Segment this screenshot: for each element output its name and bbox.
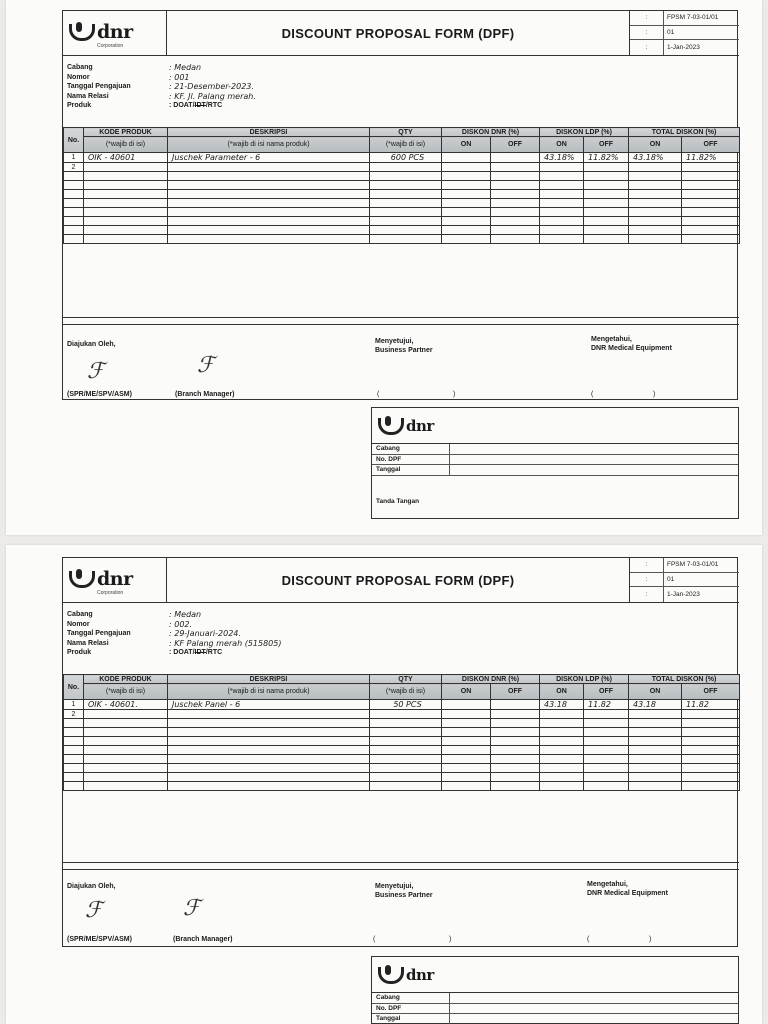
- col-total-on: ON: [629, 684, 682, 700]
- table-row: [64, 728, 740, 737]
- receipt-label: Tanda Tangan: [376, 497, 420, 505]
- meta-colon: :: [630, 40, 664, 55]
- meta-doc-code: FPSM 7-03-01/01: [667, 561, 719, 569]
- business-partner-label: Business Partner: [375, 347, 433, 354]
- receipt-label: Tanggal: [372, 465, 450, 475]
- table-header-row: [64, 675, 740, 684]
- cell-dnr-on: [442, 163, 491, 172]
- produk-prefix: : DOAT/: [169, 649, 195, 657]
- table-row: [64, 700, 740, 710]
- spr-label: (SPR/ME/SPV/ASM): [67, 936, 132, 943]
- form-title: DISCOUNT PROPOSAL FORM (DPF): [281, 572, 515, 588]
- table-row: [64, 235, 740, 244]
- col-deskripsi-sub: (*wajib di isi nama produk): [168, 137, 370, 153]
- table-header-row: [64, 128, 740, 137]
- cell-kode: OIK - 40601: [84, 153, 168, 163]
- meta-date: 1-Jan-2023: [667, 590, 700, 598]
- col-ldp-on: ON: [540, 684, 584, 700]
- cell-ldp-on: [540, 163, 584, 172]
- meta-revision: 01: [667, 575, 675, 583]
- dnr-logo: [69, 21, 133, 43]
- dnr-logo-icon: [378, 416, 400, 436]
- receipt-row-tanda-tangan: [372, 476, 738, 516]
- signature-area: [63, 878, 739, 946]
- col-deskripsi: DESKRIPSI: [168, 128, 370, 137]
- meta-revision: 01: [667, 28, 675, 36]
- value-produk: [169, 101, 256, 111]
- receipt-slip: [371, 407, 739, 519]
- receipt-label: Cabang: [372, 444, 450, 454]
- logo-text: dnr: [406, 417, 434, 435]
- col-diskon-dnr: DISKON DNR (%): [442, 675, 540, 684]
- table-subheader-row: [64, 137, 740, 153]
- dnr-logo-icon: [378, 965, 400, 985]
- label-cabang: Cabang: [67, 64, 93, 71]
- signature-branch: ℱ: [183, 896, 201, 921]
- col-total-diskon: TOTAL DISKON (%): [629, 128, 740, 137]
- cell-total-off: 11.82%: [682, 153, 740, 163]
- receipt-label: Cabang: [372, 993, 450, 1003]
- produk-suffix: /RTC: [205, 102, 223, 110]
- label-relasi: Nama Relasi: [67, 639, 109, 647]
- table-row: [64, 190, 740, 199]
- col-ldp-off: OFF: [584, 137, 629, 153]
- receipt-label: No. DPF: [372, 1004, 450, 1014]
- meta-colon: :: [630, 587, 664, 602]
- logo-subtitle: Corporation: [97, 590, 124, 596]
- receipt-row-cabang: [372, 993, 738, 1004]
- meta-row: [630, 558, 739, 573]
- produk-strike: IDT: [194, 102, 206, 110]
- logo-text: dnr: [97, 568, 133, 590]
- col-kode: KODE PRODUK: [84, 128, 168, 137]
- receipt-label: No. DPF: [372, 455, 450, 465]
- mengetahui-label: Mengetahui,: [591, 336, 632, 343]
- signature-area: [63, 333, 739, 401]
- cell-total-off: [682, 710, 740, 719]
- value-tanggal: : 29-Januari-2024.: [169, 629, 241, 639]
- col-no: No.: [64, 128, 84, 153]
- value-nomor: : 002.: [169, 619, 193, 629]
- cell-total-on: 43.18: [629, 700, 682, 710]
- receipt-row-tanggal: [372, 1014, 738, 1024]
- receipt-slip: [371, 956, 739, 1024]
- produk-strike: IDT: [194, 649, 206, 657]
- cell-deskripsi: [168, 163, 370, 172]
- dnr-logo: [378, 965, 434, 985]
- form-page-2: [6, 545, 762, 1024]
- cell-no: 2: [64, 710, 84, 719]
- table-row: [64, 172, 740, 181]
- discount-proposal-form: [62, 557, 738, 947]
- cell-dnr-on: [442, 153, 491, 163]
- branch-manager-label: (Branch Manager): [175, 391, 235, 398]
- cell-qty: [370, 710, 442, 719]
- meta-row: [630, 40, 739, 55]
- cell-deskripsi: Juschek Panel - 6: [168, 700, 370, 710]
- cell-total-on: 43.18%: [629, 153, 682, 163]
- col-total-off: OFF: [682, 137, 740, 153]
- table-row: [64, 764, 740, 773]
- info-labels: [67, 610, 131, 658]
- col-no: No.: [64, 675, 84, 700]
- meta-row: [630, 573, 739, 588]
- signature-strip: [63, 317, 739, 325]
- col-total-off: OFF: [682, 684, 740, 700]
- partner-paren-open: (: [377, 391, 380, 398]
- cell-deskripsi: [168, 710, 370, 719]
- logo-text: dnr: [97, 21, 133, 43]
- dnr-paren-open: (: [591, 391, 594, 398]
- info-values: [169, 610, 281, 658]
- cell-no: 1: [64, 153, 84, 163]
- dnr-medical-label: DNR Medical Equipment: [591, 345, 672, 352]
- col-kode-sub: (*wajib di isi): [84, 684, 168, 700]
- value-relasi: : KF. Jl. Palang merah.: [169, 91, 256, 101]
- branch-manager-label: (Branch Manager): [173, 936, 233, 943]
- label-nomor: Nomor: [67, 620, 90, 628]
- label-tanggal: Tanggal Pengajuan: [67, 630, 131, 638]
- partner-paren-close: ): [453, 391, 456, 398]
- cell-no: 1: [64, 700, 84, 710]
- table-row: [64, 746, 740, 755]
- logo-box: [63, 11, 167, 55]
- table-row: [64, 217, 740, 226]
- document-meta: [629, 558, 739, 602]
- produk-prefix: : DOAT/: [169, 102, 195, 110]
- cell-dnr-on: [442, 710, 491, 719]
- product-table: [63, 674, 740, 791]
- receipt-row-tanggal: [372, 465, 738, 476]
- cell-kode: [84, 710, 168, 719]
- receipt-row-no-dpf: [372, 455, 738, 466]
- value-cabang: : Medan: [169, 610, 202, 619]
- value-cabang: : Medan: [169, 63, 202, 72]
- cell-deskripsi: Juschek Parameter - 6: [168, 153, 370, 163]
- signature-spr: ℱ: [87, 359, 105, 384]
- col-kode: KODE PRODUK: [84, 675, 168, 684]
- table-row: [64, 181, 740, 190]
- cell-no: 2: [64, 163, 84, 172]
- cell-ldp-on: 43.18: [540, 700, 584, 710]
- mengetahui-label: Mengetahui,: [587, 881, 628, 888]
- meta-doc-code: FPSM 7-03-01/01: [667, 14, 719, 22]
- partner-paren-close: ): [449, 936, 452, 943]
- cell-ldp-off: [584, 710, 629, 719]
- dnr-logo: [69, 568, 133, 590]
- meta-colon: :: [630, 573, 664, 587]
- cell-ldp-on: [540, 710, 584, 719]
- col-dnr-off: OFF: [491, 684, 540, 700]
- col-ldp-on: ON: [540, 137, 584, 153]
- col-qty-sub: (*wajib di isi): [370, 684, 442, 700]
- meta-date: 1-Jan-2023: [667, 43, 700, 51]
- cell-ldp-off: 11.82%: [584, 153, 629, 163]
- info-labels: [67, 63, 131, 111]
- meta-row: [630, 587, 739, 602]
- col-total-on: ON: [629, 137, 682, 153]
- col-diskon-dnr: DISKON DNR (%): [442, 128, 540, 137]
- signature-strip: [63, 862, 739, 870]
- diajukan-label: Diajukan Oleh,: [67, 883, 116, 890]
- col-diskon-ldp: DISKON LDP (%): [540, 128, 629, 137]
- col-dnr-on: ON: [442, 137, 491, 153]
- table-subheader-row: [64, 684, 740, 700]
- info-values: [169, 63, 256, 111]
- value-tanggal: : 21-Desember-2023.: [169, 82, 254, 92]
- product-table: [63, 127, 740, 244]
- document-meta: [629, 11, 739, 55]
- col-deskripsi-sub: (*wajib di isi nama produk): [168, 684, 370, 700]
- logo-text: dnr: [406, 966, 434, 984]
- dnr-paren-close: ): [649, 936, 652, 943]
- col-qty: QTY: [370, 675, 442, 684]
- col-kode-sub: (*wajib di isi): [84, 137, 168, 153]
- cell-total-off: 11.82: [682, 700, 740, 710]
- table-row: [64, 755, 740, 764]
- business-partner-label: Business Partner: [375, 892, 433, 899]
- table-row: [64, 782, 740, 791]
- table-row: [64, 737, 740, 746]
- cell-ldp-on: 43.18%: [540, 153, 584, 163]
- receipt-row-no-dpf: [372, 1004, 738, 1015]
- col-qty: QTY: [370, 128, 442, 137]
- signature-spr: ℱ: [85, 898, 103, 923]
- receipt-logo-box: [372, 408, 738, 444]
- label-relasi: Nama Relasi: [67, 92, 109, 100]
- table-row: [64, 719, 740, 728]
- value-nomor: : 001: [169, 72, 190, 82]
- value-produk: [169, 648, 281, 658]
- logo-box: [63, 558, 167, 602]
- cell-total-on: [629, 710, 682, 719]
- cell-kode: [84, 163, 168, 172]
- table-row: [64, 226, 740, 235]
- cell-dnr-off: [491, 163, 540, 172]
- meta-colon: :: [630, 11, 664, 25]
- meta-colon: :: [630, 26, 664, 40]
- label-tanggal: Tanggal Pengajuan: [67, 83, 131, 91]
- col-deskripsi: DESKRIPSI: [168, 675, 370, 684]
- meta-row: [630, 11, 739, 26]
- label-produk: Produk: [67, 649, 92, 657]
- cell-qty: [370, 163, 442, 172]
- table-row: [64, 153, 740, 163]
- table-row: [64, 199, 740, 208]
- cell-dnr-off: [491, 700, 540, 710]
- col-total-diskon: TOTAL DISKON (%): [629, 675, 740, 684]
- form-header: [63, 558, 739, 603]
- form-title: DISCOUNT PROPOSAL FORM (DPF): [281, 25, 515, 41]
- receipt-row-cabang: [372, 444, 738, 455]
- form-header: [63, 11, 739, 56]
- cell-qty: 50 PCS: [370, 700, 442, 710]
- cell-total-on: [629, 163, 682, 172]
- cell-qty: 600 PCS: [370, 153, 442, 163]
- label-produk: Produk: [67, 102, 92, 110]
- dnr-logo-icon: [69, 569, 91, 589]
- value-relasi: : KF Palang merah (515805): [169, 638, 282, 648]
- meta-row: [630, 26, 739, 41]
- table-row: [64, 208, 740, 217]
- produk-suffix: /RTC: [205, 649, 223, 657]
- spr-label: (SPR/ME/SPV/ASM): [67, 391, 132, 398]
- receipt-logo-box: [372, 957, 738, 993]
- cell-dnr-off: [491, 710, 540, 719]
- dnr-logo-icon: [69, 22, 91, 42]
- signature-branch: ℱ: [197, 353, 215, 378]
- receipt-label: Tanggal: [372, 1014, 450, 1024]
- diajukan-label: Diajukan Oleh,: [67, 341, 116, 348]
- col-dnr-on: ON: [442, 684, 491, 700]
- form-page-1: [6, 0, 762, 535]
- cell-ldp-off: [584, 163, 629, 172]
- dnr-paren-open: (: [587, 936, 590, 943]
- menyetujui-label: Menyetujui,: [375, 338, 414, 345]
- col-diskon-ldp: DISKON LDP (%): [540, 675, 629, 684]
- table-row: [64, 163, 740, 172]
- label-cabang: Cabang: [67, 611, 93, 618]
- label-nomor: Nomor: [67, 73, 90, 81]
- cell-dnr-off: [491, 153, 540, 163]
- table-row: [64, 710, 740, 719]
- dnr-paren-close: ): [653, 391, 656, 398]
- cell-kode: OIK - 40601.: [84, 700, 168, 710]
- col-ldp-off: OFF: [584, 684, 629, 700]
- cell-dnr-on: [442, 700, 491, 710]
- dnr-medical-label: DNR Medical Equipment: [587, 890, 668, 897]
- logo-subtitle: Corporation: [97, 43, 124, 49]
- cell-total-off: [682, 163, 740, 172]
- meta-colon: :: [630, 558, 664, 572]
- discount-proposal-form: [62, 10, 738, 400]
- col-qty-sub: (*wajib di isi): [370, 137, 442, 153]
- cell-ldp-off: 11.82: [584, 700, 629, 710]
- table-row: [64, 773, 740, 782]
- col-dnr-off: OFF: [491, 137, 540, 153]
- partner-paren-open: (: [373, 936, 376, 943]
- dnr-logo: [378, 416, 434, 436]
- menyetujui-label: Menyetujui,: [375, 883, 414, 890]
